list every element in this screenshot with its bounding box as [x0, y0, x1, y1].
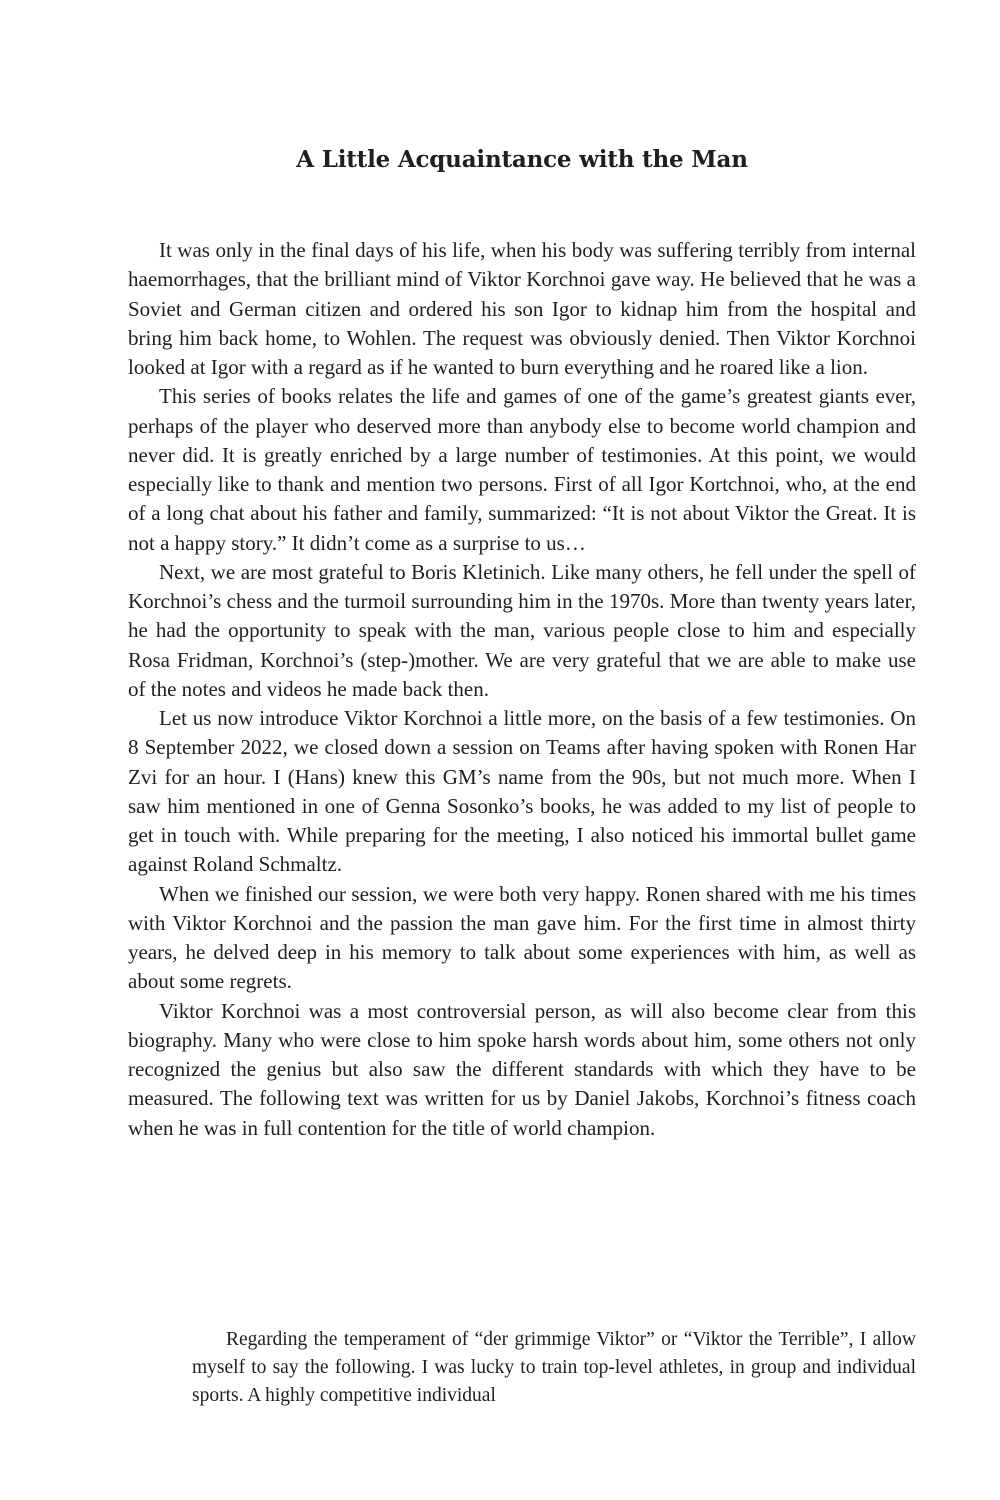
chapter-title: A Little Acquaintance with the Man [296, 146, 748, 173]
paragraph-6: Viktor Korchnoi was a most controversial person, as will also become clear from this biography. Many who were close to him spoke harsh words about him, some others not only recognized the genius but also saw the different standards with which they have to be measured. The following text was written for us by Daniel Jakobs, Korchnoi’s fitness coach when he was in full contention for the title of world champion. [128, 998, 916, 1140]
paragraph-3: Next, we are most grateful to Boris Kletinich. Like many others, he fell under the spell of Korchnoi’s chess and the turmoil surrounding him in the 1970s. More than twenty years later, he had the opportunity to speak with the man, various people close to him and especially Rosa Fridman, Korchnoi’s (step-)mother. We are very grateful that we are able to make use of the notes and videos he made back then. [128, 559, 916, 701]
paragraph-2: This series of books relates the life and games of one of the game’s greatest giants ever, perhaps of the player who deserved more than anybody else to become world champion and never did. It is greatly enriched by a large number of testimonies. At this point, we would especially like to thank and mention two persons. First of all Igor Kortchnoi, who, at the end of a long chat about his father and family, summarized: “It is not about Viktor the Great. It is not a happy story.” It didn’t come as a surprise to us… [128, 384, 916, 555]
paragraph-1: It was only in the final days of his life, when his body was suffering terribly from internal haemorrhages, that the brilliant mind of Viktor Korchnoi gave way. He believed that he was a Soviet and German citizen and ordered his son Igor to kidnap him from the hospital and bring him back home, to Wohlen. The request was obviously denied. Then Viktor Korchnoi looked at Igor with a regard as if he wanted to burn everything and he roared like a lion. [128, 238, 916, 379]
paragraph-5: When we finished our session, we were both very happy. Ronen shared with me his times with Viktor Korchnoi and the passion the man gave him. For the first time in almost thirty years, he delved deep in his memory to talk about some experiences with him, as well as about some regrets. [128, 881, 916, 994]
chapter-body [128, 236, 916, 1143]
paragraph-4: Let us now introduce Viktor Korchnoi a little more, on the basis of a few testimonies. On 8 September 2022, we closed down a session on Teams after having spoken with Ronen Har Zvi for an hour. I (Hans) knew this GM’s name from the 90s, but not much more. When I saw him mentioned in one of Genna Sosonko’s books, he was added to my list of people to get in touch with. While preparing for the meeting, I also noticed his immortal bullet game against Roland Schmaltz. [128, 706, 916, 877]
block-quote [192, 1326, 916, 1410]
quote-text: Regarding the temperament of “der grimmige Viktor” or “Viktor the Terrible”, I allow myself to say the following. I was lucky to train top-level athletes, in group and individual sports. A highly competitive individual [192, 1329, 916, 1406]
